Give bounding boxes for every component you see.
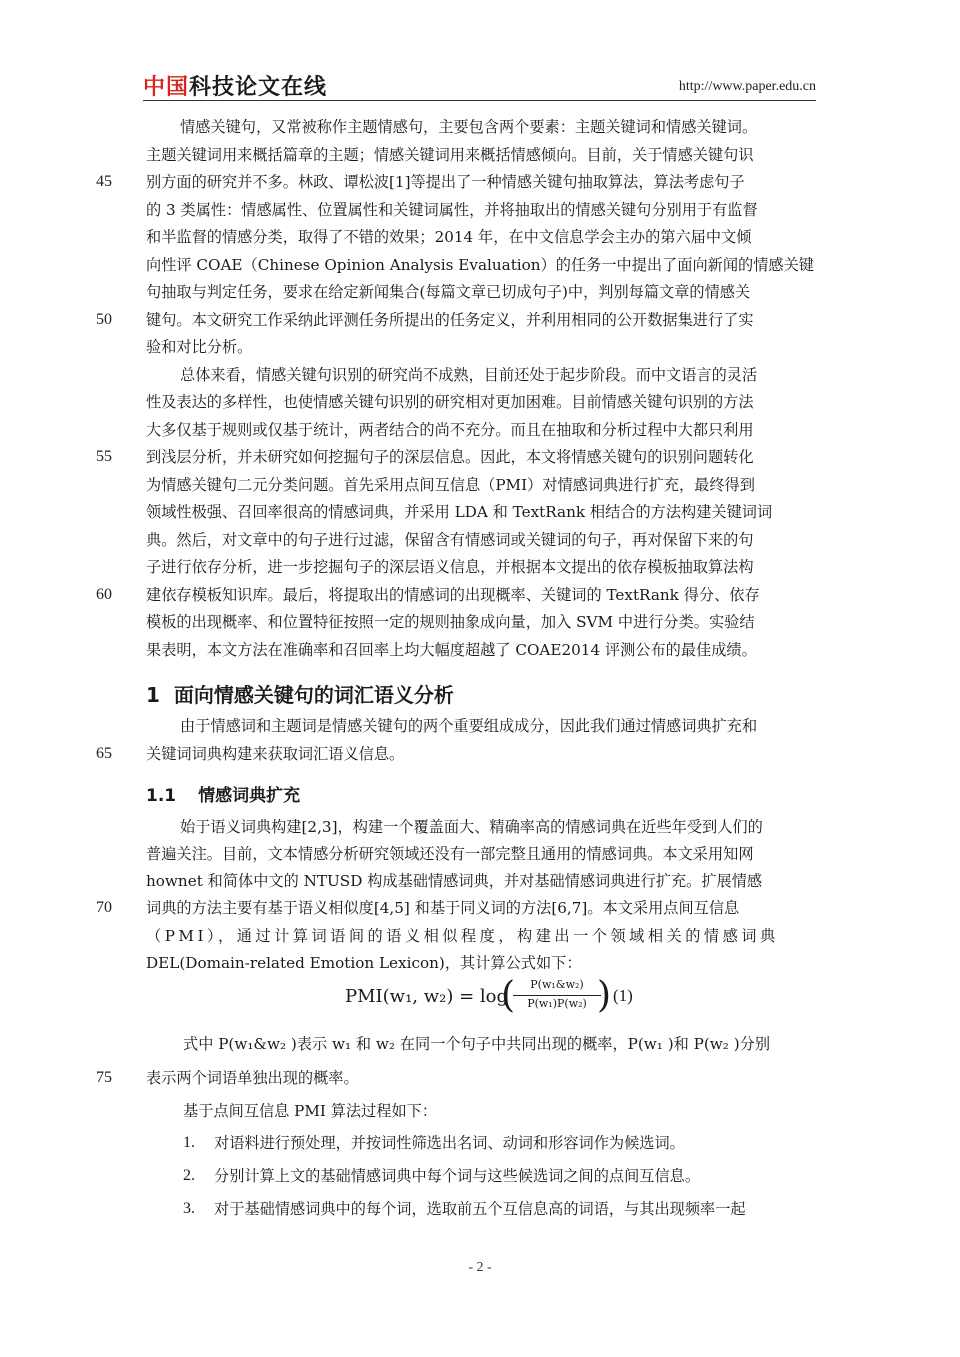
subsection-number: 1.1 (146, 786, 177, 806)
margin-line-number: 60 (96, 586, 112, 603)
site-logo (143, 70, 327, 101)
para2-line: 果表明，本文方法在准确率和召回率上均大幅度超越了 COAE2014 评测公布的最佳成绩。 (146, 641, 757, 659)
para1-line: 句抽取与判定任务，要求在给定新闻集合(每篇文章已切成句子)中，判别每篇文章的情感关 (146, 283, 751, 301)
site-url[interactable]: http://www.paper.edu.cn (678, 79, 816, 94)
subsection-line: 普遍关注。目前，文本情感分析研究领域还没有一部完整且通用的情感词典。本文采用知网 (146, 845, 754, 863)
para2-line: 模板的出现概率、和位置特征按照一定的规则抽象成向量，加入 SVM 中进行分类。实验结 (146, 613, 755, 631)
para1-line: 情感关键句，又常被称作主题情感句，主要包含两个要素：主题关键词和情感关键词。 (180, 118, 758, 136)
para2-line: 总体来看，情感关键句识别的研究尚不成熟，目前还处于起步阶段。而中文语言的灵活 (180, 366, 758, 384)
explain-line: 表示两个词语单独出现的概率。 (146, 1069, 359, 1087)
subsection-line: hownet 和简体中文的 NTUSD 构成基础情感词典，并对基础情感词典进行扩充。扩展情感 (146, 872, 763, 890)
para2-line: 大多仅基于规则或仅基于统计，两者结合的尚不充分。而且在抽取和分析过程中大都只利用 (146, 421, 754, 439)
subsection-line: DEL(Domain-related Emotion Lexicon)，其计算公式如下： (146, 954, 582, 972)
para2-line: 到浅层分析，并未研究如何挖掘句子的深层信息。因此，本文将情感关键句的识别问题转化 (146, 448, 754, 466)
formula-right-paren: ) (597, 975, 612, 1016)
para1-line: 验和对比分析。 (146, 338, 253, 356)
list-number: 2. (183, 1167, 195, 1184)
formula-left-paren: ( (501, 975, 516, 1016)
margin-line-number: 50 (96, 311, 112, 328)
list-number: 1. (183, 1134, 195, 1151)
para2-line: 性及表达的多样性，也使情感关键句识别的研究相对更加困难。目前情感关键句识别的方法 (146, 393, 754, 411)
list-number: 3. (183, 1200, 195, 1217)
equation-number: (1) (613, 986, 633, 1005)
section1-line: 关键词词典构建来获取词汇语义信息。 (146, 745, 405, 763)
logo-red-text: 中国 (143, 75, 190, 100)
fraction-bar (513, 995, 601, 996)
para2-line: 领域性极强、召回率很高的情感词典，并采用 LDA 和 TextRank 相结合的方法构建关键词词 (146, 503, 773, 521)
list-item: 对于基础情感词典中的每个词，选取前五个互信息高的词语，与其出现频率一起 (214, 1200, 746, 1218)
para2-line: 建依存模板知识库。最后，将提取出的情感词的出现概率、关键词的 TextRank 得分、依存 (146, 586, 760, 604)
margin-line-number: 70 (96, 899, 112, 916)
formula-fraction (513, 978, 601, 1013)
margin-line-number: 65 (96, 745, 112, 762)
section-number: 1 (146, 683, 160, 707)
para2-line: 为情感关键句二元分类问题。首先采用点间互信息（PMI）对情感词典进行扩充，最终得到 (146, 476, 755, 494)
section1-line: 由于情感词和主题词是情感关键句的两个重要组成成分，因此我们通过情感词典扩充和 (180, 717, 758, 735)
para1-line: 向性评 COAE（Chinese Opinion Analysis Evaluation）的任务一中提出了面向新闻的情感关键 (146, 256, 814, 274)
para1-line: 别方面的研究并不多。林政、谭松波[1]等提出了一种情感关键句抽取算法，算法考虑句子 (146, 173, 745, 191)
margin-line-number: 75 (96, 1069, 112, 1086)
para2-line: 子进行依存分析，进一步挖掘句子的深层语义信息，并根据本文提出的依存模板抽取算法构 (146, 558, 754, 576)
para1-line: 的 3 类属性：情感属性、位置属性和关键词属性，并将抽取出的情感关键句分别用于有监督 (146, 201, 758, 219)
para1-line: 和半监督的情感分类，取得了不错的效果；2014 年，在中文信息学会主办的第六届中文倾 (146, 228, 752, 246)
para2-line: 典。然后，对文章中的句子进行过滤，保留含有情感词或关键词的句子，再对保留下来的句 (146, 531, 754, 549)
subsection-line: 词典的方法主要有基于语义相似度[4,5] 和基于同义词的方法[6,7]。本文采用点间互信息 (146, 899, 740, 917)
formula-numerator: P(w₁&w₂) (530, 978, 584, 991)
list-item: 分别计算上文的基础情感词典中每个词与这些候选词之间的点间互信息。 (214, 1167, 700, 1185)
subsection-heading (146, 781, 300, 806)
margin-line-number: 55 (96, 448, 112, 465)
explain-line: 式中 P(w₁&w₂ )表示 w₁ 和 w₂ 在同一个句子中共同出现的概率，P(w₁ )和 P(w₂ )分别 (183, 1035, 771, 1053)
algo-intro: 基于点间互信息 PMI 算法过程如下： (183, 1102, 438, 1120)
logo-black-text: 科技论文在线 (189, 75, 328, 100)
subsection-line: 始于语义词典构建[2,3]，构建一个覆盖面大、精确率高的情感词典在近些年受到人们的 (180, 818, 763, 836)
list-item: 对语料进行预处理，并按词性筛选出名词、动词和形容词作为候选词。 (214, 1134, 685, 1152)
subsection-title: 情感词典扩充 (198, 786, 301, 806)
page-header (143, 66, 816, 101)
para1-line: 键句。本文研究工作采纳此评测任务所提出的任务定义，并利用相同的公开数据集进行了实 (146, 311, 754, 329)
section-heading (146, 679, 454, 708)
subsection-line: （PMI），通过计算词语间的语义相似程度，构建出一个领域相关的情感词典 (146, 927, 779, 945)
para1-line: 主题关键词用来概括篇章的主题；情感关键词用来概括情感倾向。目前，关于情感关键句识 (146, 146, 754, 164)
page-number: - 2 - (468, 1260, 492, 1275)
formula-denominator: P(w₁)P(w₂) (527, 997, 587, 1010)
formula-lhs: PMI(w₁, w₂) = log (345, 986, 509, 1007)
margin-line-number: 45 (96, 173, 112, 190)
section-title: 面向情感关键句的词汇语义分析 (173, 683, 454, 707)
